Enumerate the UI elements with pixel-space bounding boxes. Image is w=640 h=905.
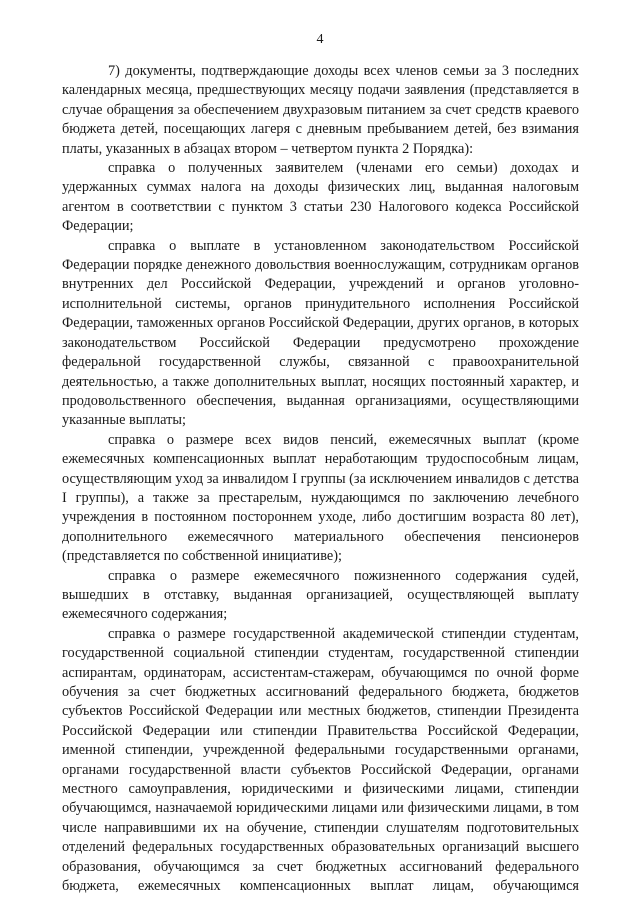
paragraph-judges-allowance-certificate: справка о размере ежемесячного пожизненного содержания судей, вышедших в отставку, выданная организацией, осуществляющей выплату ежемесячного содержания; [62,567,579,623]
paragraph-military-allowance-certificate: справка о выплате в установленном законодательством Российской Федерации порядке денежного довольствия военнослужащим, сотрудникам органов внутренних дел Российской Федерации, учреждений и органов уголовно-исполнительной системы, органов принудительного исполнения Российской Федерации, таможенных органов Российской Федерации, других органов, в которых законодательством Российской Федерации предусмотрено прохождение федеральной государственной службы, связанной с правоохранительной деятельностью, а также дополнительных выплат, носящих постоянный характер, и продовольственного обеспечения, выданная организациями, осуществляющими указанные выплаты; [62,237,579,429]
paragraph-scholarship-certificate: справка о размере государственной академической стипендии студентам, государственной социальной стипендии студентам, государственной стипендии аспирантам, ординаторам, ассистентам-стажерам, обучающимся по очной форме обучения за счет бюджетных ассигнований федерального бюджета, бюджетов субъектов Российской Федерации или местных бюджетов, стипендии Президента Российской Федерации или стипендии Правительства Российской Федерации, именной стипендии, учрежденной федеральными государственными органами, органами государственной власти субъектов Российской Федерации, органами местного самоуправления, юридическими и физическими лицами, стипендии обучающимся, назначаемой юридическими лицами или физическими лицами, в том числе направившими их на обучение, стипендии слушателям подготовительных отделений федеральных государственных образовательных организаций высшего образования, обучающимся за счет бюджетных ассигнований федерального бюджета, ежемесячных компенсационных выплат лицам, обучающимся [62,625,579,895]
page-number: 4 [316,32,324,47]
paragraph-tax-income-certificate: справка о полученных заявителем (членами его семьи) доходах и удержанных суммах налога на доходы физических лиц, выданная налоговым агентом в соответствии с пунктом 3 статьи 230 Налогового кодекса Российской Федерации; [62,160,579,235]
paragraph-pension-certificate: справка о размере всех видов пенсий, ежемесячных выплат (кроме ежемесячных компенсационных выплат неработающим трудоспособным лицам, осуществляющим уход за инвалидом I группы (за исключением инвалидов с детства I группы), а также за престарелым, нуждающимся по заключению лечебного учреждения в постоянном постороннем уходе, либо достигшим возраста 80 лет), дополнительного ежемесячного материального обеспечения пенсионеров (представляется по собственной инициативе); [62,431,579,565]
document-body [62,62,579,896]
paragraph-documents-income: 7) документы, подтверждающие доходы всех членов семьи за 3 последних календарных месяца, предшествующих месяцу подачи заявления (представляется в случае обращения за обеспечением двухразовым питанием за счет средств краевого бюджета детей, посещающих лагеря с дневным пребыванием детей, без взимания платы, указанных в абзацах втором – четвертом пункта 2 Порядка): [62,63,579,157]
